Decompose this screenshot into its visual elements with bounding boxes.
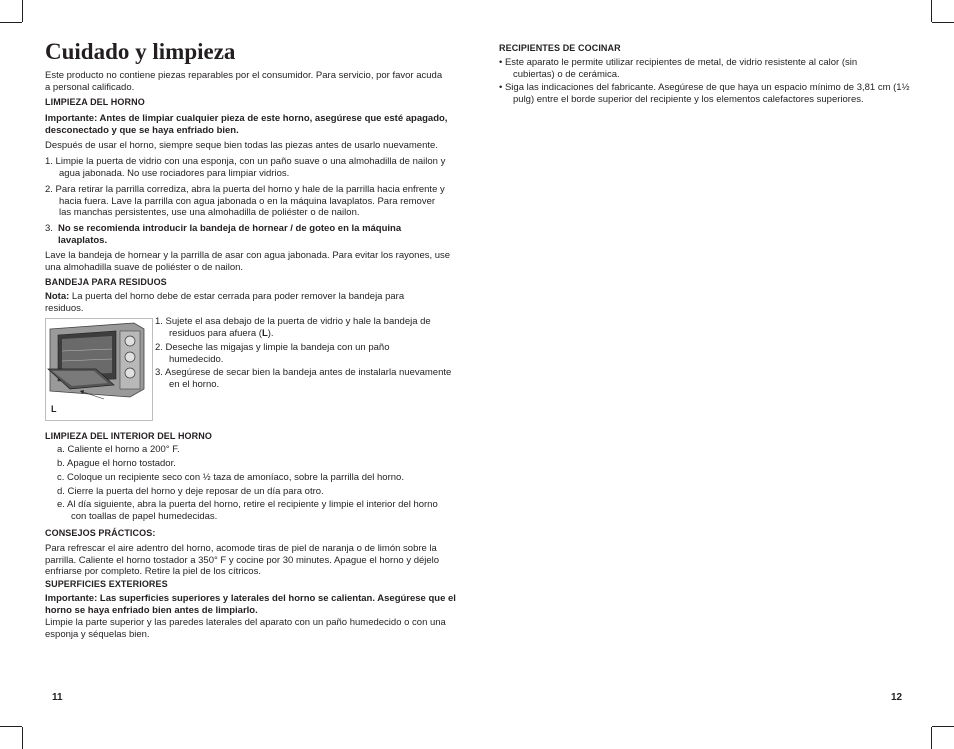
note-label: Nota: [45, 291, 70, 302]
oven-step-2: 2. Para retirar la parrilla corrediza, abra la puerta del horno y hale de la parrilla hacia enfrente y hacia fuera. Lave la parrilla con agua jabonada o en la máquina lavaplatos. Para remover las manchas persistentes, use una almohadilla de poliéster o de nailon. [45, 184, 445, 219]
interior-cleaning-heading: LIMPIEZA DEL INTERIOR DEL HORNO [45, 431, 212, 441]
crop-mark [0, 22, 22, 23]
crumb-step-1-text: 1. Sujete el asa debajo de la puerta de vidrio y hale la bandeja de residuos para afuera ( [155, 316, 431, 339]
crop-mark [0, 726, 22, 727]
oven-step-3-number: 3. [45, 223, 53, 234]
crumb-step-3: 3. Asegúrese de secar bien la bandeja antes de instalarla nuevamente en el horno. [155, 367, 452, 390]
crumb-tray-heading: BANDEJA PARA RESIDUOS [45, 277, 167, 287]
after-use-paragraph: Después de usar el horno, siempre seque bien todas las piezas antes de usarlo nuevamente. [45, 140, 438, 151]
oven-drawing [46, 319, 152, 420]
interior-step-d: d. Cierre la puerta del horno y deje reposar de un día para otro. [57, 486, 324, 497]
crop-mark [931, 727, 932, 749]
tips-heading: CONSEJOS PRÁCTICOS: [45, 528, 156, 538]
crumb-tray-note [45, 291, 445, 314]
oven-step-3-text: No se recomienda introducir la bandeja de hornear / de goteo en la máquina lavaplatos. [58, 223, 402, 246]
crop-mark [22, 727, 23, 749]
important-note: Importante: Antes de limpiar cualquier pieza de este horno, asegúrese que esté apagado, desconectado y que se haya enfriado bien. [45, 113, 448, 136]
tips-paragraph: Para refrescar el aire adentro del horno, acomode tiras de piel de naranja o de limón sobre la parrilla. Caliente el horno tostador a 350° F y cocine por 30 minutes. Apague el horno y déjelo enfriarse por completo. Retire la piel de los cítricos. [45, 543, 440, 578]
wash-pan-paragraph: Lave la bandeja de hornear y la parrilla de asar con agua jabonada. Para evitar los rayones, use una almohadilla suave de poliéster o de nailon. [45, 250, 451, 273]
interior-step-a: a. Caliente el horno a 200° F. [57, 444, 180, 455]
page-title: Cuidado y limpieza [45, 39, 236, 64]
interior-step-e: e. Al día siguiente, abra la puerta del horno, retire el recipiente y limpie el interior del horno con toallas de papel humedecidas. [57, 499, 438, 522]
cookware-heading: RECIPIENTES DE COCINAR [499, 43, 621, 53]
crumb-step-1-ref: L [261, 327, 268, 339]
oven-step-1: 1. Limpie la puerta de vidrio con una esponja, con un paño suave o una almohadilla de nailon y agua jabonada. No use rociadores para limpiar vidrios. [45, 156, 446, 179]
note-text: La puerta del horno debe de estar cerrada para poder remover la bandeja para residuos. [45, 291, 405, 314]
crop-mark [932, 22, 954, 23]
page-number-right: 12 [891, 692, 903, 703]
oven-cleaning-heading: LIMPIEZA DEL HORNO [45, 97, 145, 107]
page-number-left: 11 [52, 692, 63, 703]
crop-mark [931, 0, 932, 22]
cookware-bullet-2: • Siga las indicaciones del fabricante. Asegúrese de que haya un espacio mínimo de 3,81 cm (1½ pulg) entre el borde superior del recipiente y los elementos calefactores superiores. [499, 82, 910, 105]
crop-mark [22, 0, 23, 22]
crumb-step-1 [155, 316, 459, 339]
crop-mark [932, 726, 954, 727]
exterior-heading: SUPERFICIES EXTERIORES [45, 579, 168, 589]
interior-step-b: b. Apague el horno tostador. [57, 458, 176, 469]
oven-step-3 [45, 223, 420, 246]
cookware-bullet-1: • Este aparato le permite utilizar recipientes de metal, de vidrio resistente al calor (sin cubiertas) o de cerámica. [499, 57, 858, 80]
exterior-paragraph: Limpie la parte superior y las paredes laterales del aparato con un paño humedecido o con una esponja y séquelas bien. [45, 617, 446, 640]
crumb-step-2: 2. Deseche las migajas y limpie la bandeja con un paño humedecido. [155, 342, 390, 365]
intro-paragraph: Este producto no contiene piezas reparables por el consumidor. Para servicio, por favor acuda a personal calificado. [45, 70, 443, 93]
oven-crumb-tray-illustration [45, 318, 153, 421]
exterior-important: Importante: Las superficies superiores y laterales del horno se calientan. Asegúrese que el horno se haya enfriado bien antes de limpiarlo. [45, 593, 456, 616]
crumb-step-1-end: ). [267, 327, 274, 339]
figure-label: L [51, 404, 57, 414]
interior-step-c: c. Coloque un recipiente seco con ½ taza de amoníaco, sobre la parrilla del horno. [57, 472, 404, 483]
